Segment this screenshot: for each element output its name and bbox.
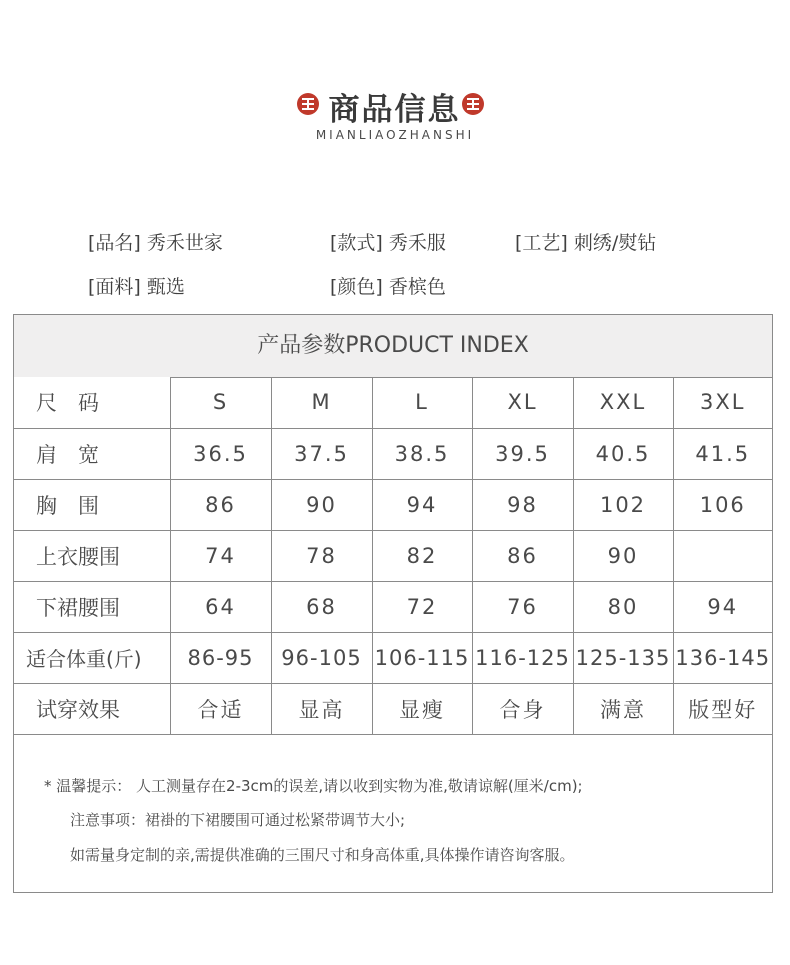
table-cell: 102 — [573, 479, 673, 530]
table-cell: 36.5 — [170, 428, 271, 479]
table-cell: 96-105 — [271, 632, 372, 683]
table-row — [14, 683, 772, 734]
info-craft — [515, 228, 656, 255]
seal-ornament-icon — [296, 92, 320, 116]
info-style — [330, 228, 446, 255]
table-cell: 74 — [170, 530, 271, 581]
table-cell: 64 — [170, 581, 271, 632]
table-cell: 82 — [372, 530, 472, 581]
row-label: 试穿效果 — [14, 683, 170, 734]
table-cell: 版型好 — [673, 683, 772, 734]
table-cell: S — [170, 377, 271, 428]
table-cell: 3XL — [673, 377, 772, 428]
table-cell: 94 — [673, 581, 772, 632]
table-cell: 37.5 — [271, 428, 372, 479]
table-cell: 72 — [372, 581, 472, 632]
info-value: 秀禾世家 — [146, 232, 223, 254]
row-label: 下裙腰围 — [14, 581, 170, 632]
info-key: [品名] — [88, 232, 141, 254]
table-cell: 125-135 — [573, 632, 673, 683]
table-cell: 满意 — [573, 683, 673, 734]
table-cell: M — [271, 377, 372, 428]
size-table — [14, 377, 772, 735]
table-cell: 68 — [271, 581, 372, 632]
info-key: [颜色] — [330, 276, 383, 298]
seal-ornament-icon — [461, 92, 485, 116]
info-value: 香槟色 — [388, 276, 446, 298]
table-row — [14, 530, 772, 581]
table-row — [14, 479, 772, 530]
table-cell: 106-115 — [372, 632, 472, 683]
info-key: [面料] — [88, 276, 141, 298]
table-cell: L — [372, 377, 472, 428]
table-cell: 94 — [372, 479, 472, 530]
table-cell: 78 — [271, 530, 372, 581]
product-index-box — [13, 314, 773, 893]
table-cell: XXL — [573, 377, 673, 428]
table-cell: 98 — [472, 479, 573, 530]
table-heading: 产品参数PRODUCT INDEX — [14, 315, 772, 378]
table-cell: 38.5 — [372, 428, 472, 479]
page-title: 商品信息 — [328, 92, 461, 128]
table-cell: 86 — [472, 530, 573, 581]
info-row-1 — [0, 228, 790, 258]
info-name — [88, 228, 223, 255]
note-attention: 注意事项：裙褂的下裙腰围可通过松紧带调节大小; — [70, 811, 406, 829]
row-label: 尺 码 — [14, 377, 170, 428]
page-subtitle: MIANLIAOZHANSHI — [315, 128, 475, 142]
table-cell: 86-95 — [170, 632, 271, 683]
info-row-2 — [0, 272, 790, 302]
row-label: 上衣腰围 — [14, 530, 170, 581]
info-value: 甄选 — [146, 276, 185, 298]
table-cell: 116-125 — [472, 632, 573, 683]
table-row — [14, 632, 772, 683]
table-row — [14, 581, 772, 632]
info-color — [330, 272, 446, 299]
info-value: 刺绣/熨钻 — [573, 232, 657, 254]
table-cell: 显瘦 — [372, 683, 472, 734]
table-cell: 显高 — [271, 683, 372, 734]
table-row — [14, 428, 772, 479]
table-row — [14, 377, 772, 428]
table-cell: 90 — [573, 530, 673, 581]
table-cell: 136-145 — [673, 632, 772, 683]
note-tip: * 温馨提示： 人工测量存在2-3cm的误差,请以收到实物为准,敬请谅解(厘米/cm); — [44, 777, 583, 795]
info-key: [款式] — [330, 232, 383, 254]
note-custom: 如需量身定制的亲,需提供准确的三围尺寸和身高体重,具体操作请咨询客服。 — [70, 846, 575, 864]
info-value: 秀禾服 — [388, 232, 446, 254]
row-label: 肩 宽 — [14, 428, 170, 479]
table-cell: 合身 — [472, 683, 573, 734]
table-cell — [673, 530, 772, 581]
page-header — [0, 80, 790, 150]
table-cell: 86 — [170, 479, 271, 530]
table-cell: 106 — [673, 479, 772, 530]
info-fabric — [88, 272, 185, 299]
table-cell: 合适 — [170, 683, 271, 734]
row-label: 适合体重(斤) — [14, 632, 170, 683]
table-cell: 80 — [573, 581, 673, 632]
table-cell: 90 — [271, 479, 372, 530]
info-key: [工艺] — [515, 232, 568, 254]
table-cell: 40.5 — [573, 428, 673, 479]
table-cell: 76 — [472, 581, 573, 632]
table-cell: 41.5 — [673, 428, 772, 479]
table-cell: XL — [472, 377, 573, 428]
row-label: 胸 围 — [14, 479, 170, 530]
table-cell: 39.5 — [472, 428, 573, 479]
